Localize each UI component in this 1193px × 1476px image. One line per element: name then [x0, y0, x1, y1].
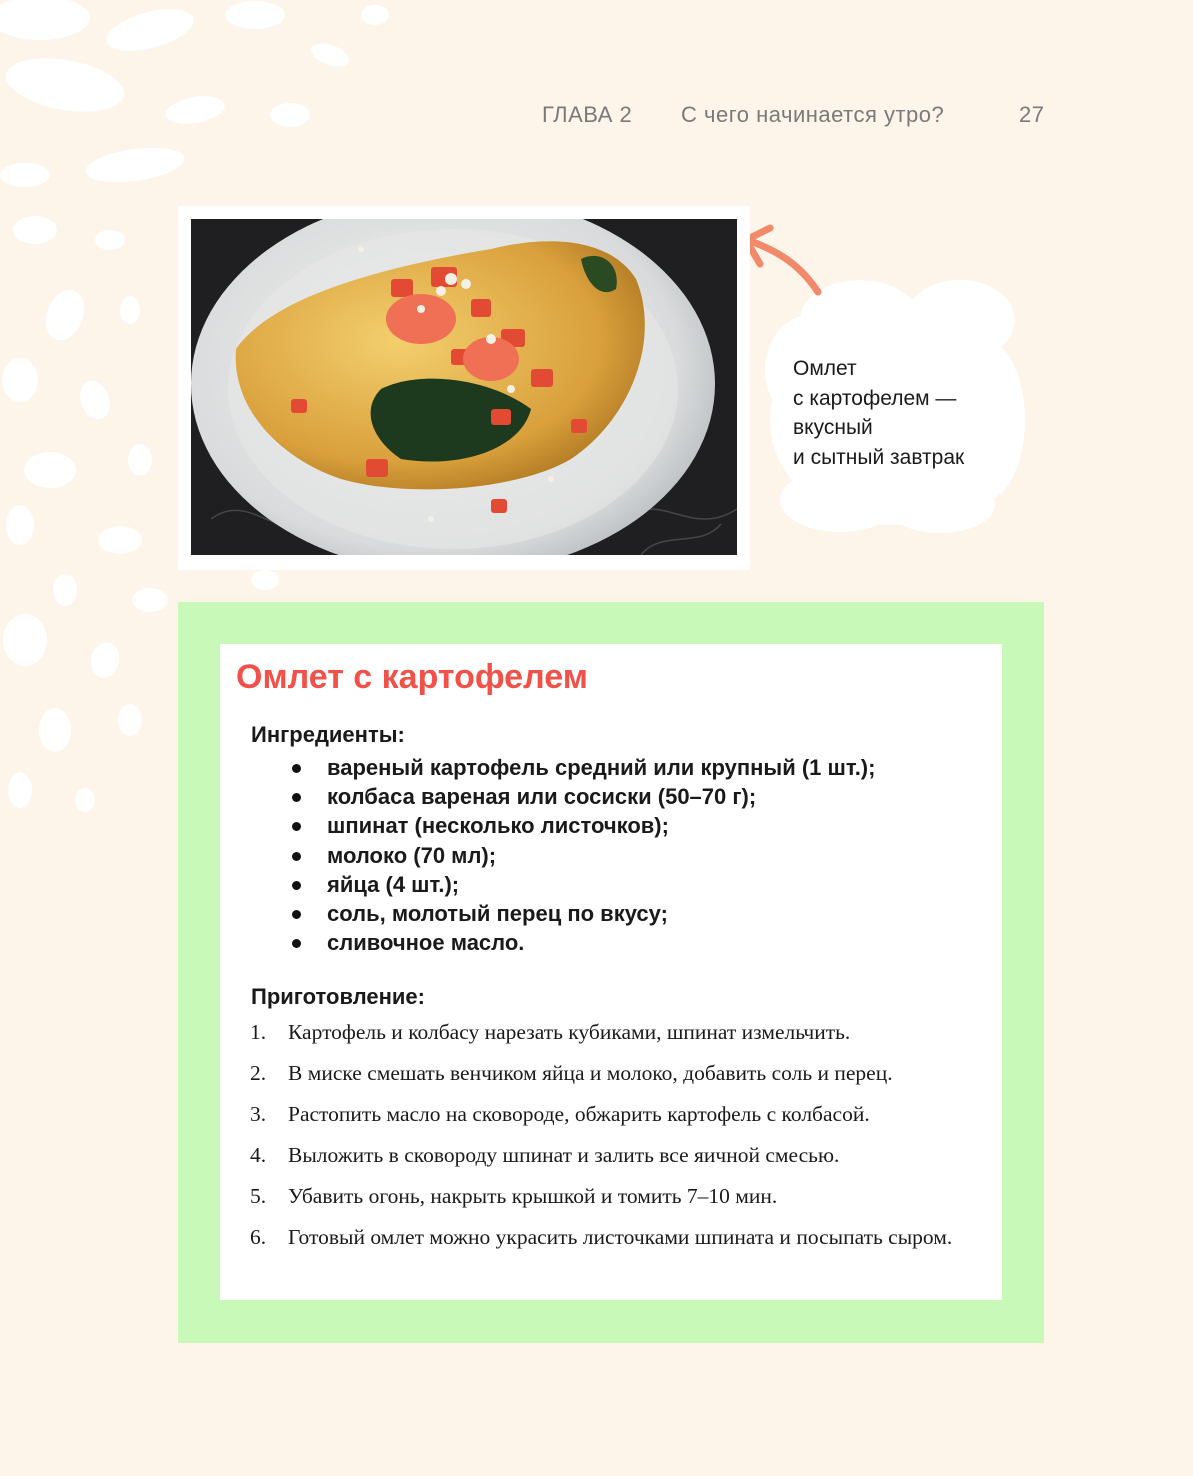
ingredient-item	[220, 811, 875, 840]
chapter-title: С чего начинается утро?	[681, 102, 945, 127]
step-number: 3.	[250, 1102, 267, 1126]
step-number: 4.	[250, 1143, 267, 1167]
bullet-icon	[292, 764, 301, 773]
ingredient-text: вареный картофель средний или крупный (1 шт.);	[327, 755, 876, 780]
ingredient-item	[220, 782, 875, 811]
step-number: 2.	[250, 1061, 267, 1085]
steps-list	[220, 1017, 1002, 1263]
caption-line: с картофелем —	[793, 386, 957, 410]
running-head	[0, 102, 1193, 136]
caption-line: и сытный завтрак	[793, 445, 965, 469]
step-text: В миске смешать венчиком яйца и молоко, добавить соль и перец.	[288, 1061, 893, 1085]
step-number: 1.	[250, 1020, 267, 1044]
ingredient-text: сливочное масло.	[327, 930, 525, 956]
step-text: Растопить масло на сковороде, обжарить картофель с колбасой.	[288, 1102, 870, 1126]
step-item	[220, 1017, 1002, 1047]
ingredient-item	[220, 841, 875, 870]
step-item	[220, 1058, 1002, 1088]
ingredient-item	[220, 870, 875, 899]
bullet-icon	[292, 881, 301, 890]
ingredient-item	[220, 899, 875, 928]
arrow-icon	[746, 228, 818, 292]
chapter-label: ГЛАВА 2	[542, 102, 633, 127]
ingredient-text: шпинат (несколько листочков);	[327, 813, 669, 839]
recipe-title: Омлет с картофелем	[236, 658, 588, 696]
ingredient-text: молоко (70 мл);	[327, 842, 497, 868]
step-text: Картофель и колбасу нарезать кубиками, шпинат измельчить.	[288, 1020, 851, 1044]
caption-line: Омлет	[793, 357, 857, 380]
ingredient-item	[220, 753, 875, 782]
recipe-card	[220, 644, 1002, 1300]
ingredient-text: колбаса вареная или сосиски (50–70 г);	[327, 784, 757, 810]
step-item	[220, 1222, 1002, 1252]
step-number: 5.	[250, 1184, 267, 1208]
step-text: Убавить огонь, накрыть крышкой и томить 7–10 мин.	[288, 1184, 778, 1208]
omelette-photo	[191, 219, 737, 555]
step-item	[220, 1099, 1002, 1129]
bullet-icon	[292, 822, 301, 831]
bullet-icon	[292, 939, 301, 948]
recipe-box	[178, 602, 1044, 1343]
step-text: Готовый омлет можно украсить листочками шпината и посыпать сыром.	[288, 1225, 953, 1249]
photo-caption	[793, 354, 1003, 472]
ingredient-text: соль, молотый перец по вкусу;	[327, 900, 668, 926]
caption-line: вкусный	[793, 416, 873, 439]
ingredients-heading: Ингредиенты:	[251, 722, 405, 747]
step-number: 6.	[250, 1225, 267, 1249]
step-item	[220, 1140, 1002, 1170]
ingredient-item	[220, 928, 875, 957]
preparation-heading: Приготовление:	[251, 984, 425, 1009]
photo-frame	[178, 206, 750, 570]
bullet-icon	[292, 910, 301, 919]
ingredient-text: яйца (4 шт.);	[327, 871, 460, 897]
bullet-icon	[292, 793, 301, 802]
step-text: Выложить в сковороду шпинат и залить все яичной смесью.	[288, 1143, 840, 1167]
page-number: 27	[1019, 102, 1045, 127]
ingredients-list	[220, 753, 875, 957]
bullet-icon	[292, 852, 301, 861]
step-item	[220, 1181, 1002, 1211]
